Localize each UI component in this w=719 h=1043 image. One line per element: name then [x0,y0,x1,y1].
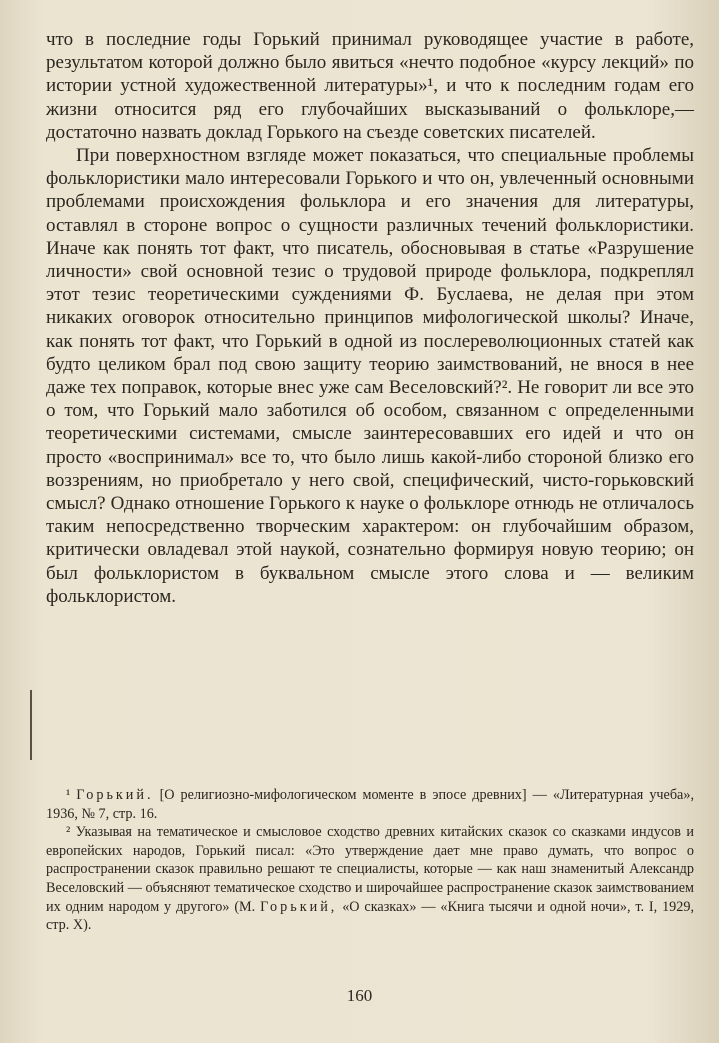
paragraph-2: При поверхностном взгляде может показаться, что специальные проблемы фольклористики мало интересовали Горького и что он, увлеченный основными проблемами происхождения фольклора и его значения для литературы, оставлял в стороне вопрос о сущности различных течений фольклористики. Иначе как понять тот факт, что писатель, обосновывая в статье «Разрушение личности» свой основной тезис о трудовой природе фольклора, подкреплял этот тезис теоретическими суждениями Ф. Буслаева, не делая при этом никаких оговорок относительно принципов мифологической школы? Иначе, как понять тот факт, что Горький в одной из послереволюционных статей как будто целиком брал под свою защиту теорию заимствований, не внося в нее даже тех поправок, которые внес уже сам Веселовский?². Не говорит ли все это о том, что Горький мало заботился об особом, связанном с определенными теоретическими системами, смысле заинтересовавших его идей и что он просто «воспринимал» все то, что было лишь какой-либо стороной близко его воззрениям, но приобретало у него свой, специфический, чисто-горьковский смысл? Однако отношение Горького к науке о фольклоре отнюдь не отличалось таким непосредственно творческим характером: он глубочайшим образом, критически овладевал этой наукой, сознательно формируя новую теорию; он был фольклористом в буквальном смысле этого слова и — великим фольклористом. [46,145,694,607]
footnotes [46,786,694,935]
footnote-2-author: Горький, [260,898,338,915]
footnote-1 [46,786,694,823]
footnote-2-after: «О сказках» — «Книга тысячи и одной ночи», т. I, 1929, стр. X). [46,898,694,934]
page-number: 160 [346,986,373,1005]
footnote-1-author: Горький. [76,787,154,803]
footnote-2-before: Указывая на тематическое и смысловое сходство древних китайских сказок со сказками индусов и европейских народов, Горький писал: «Это утверждение дает мне право думать, что вопрос о распространении сказок правильно решают те специалисты, которые — как наш знаменитый Александр Веселовский — объясняют тематическое сходство и широчайшее распространение сказок заимствованием их одним народом у другого» (М. [46,824,694,915]
footnote-2-mark: ² [66,824,71,841]
footnote-1-text: [О религиозно-мифологическом моменте в эпосе древних] — «Литературная учеба», 1936, № 7, стр. 16. [46,787,694,822]
footnote-2 [46,823,694,935]
margin-pencil-mark [30,690,32,760]
main-text [46,28,694,608]
footnote-1-mark: ¹ [66,787,71,803]
paragraph-1: что в последние годы Горький принимал руководящее участие в работе, результатом которой должно было явиться «нечто подобное «курсу лекций» по истории устной художественной литературы»¹, и что к последним годам его жизни относится ряд его глубочайших высказываний о фольклоре,— достаточно назвать доклад Горького на съезде советских писателей. [46,29,694,143]
